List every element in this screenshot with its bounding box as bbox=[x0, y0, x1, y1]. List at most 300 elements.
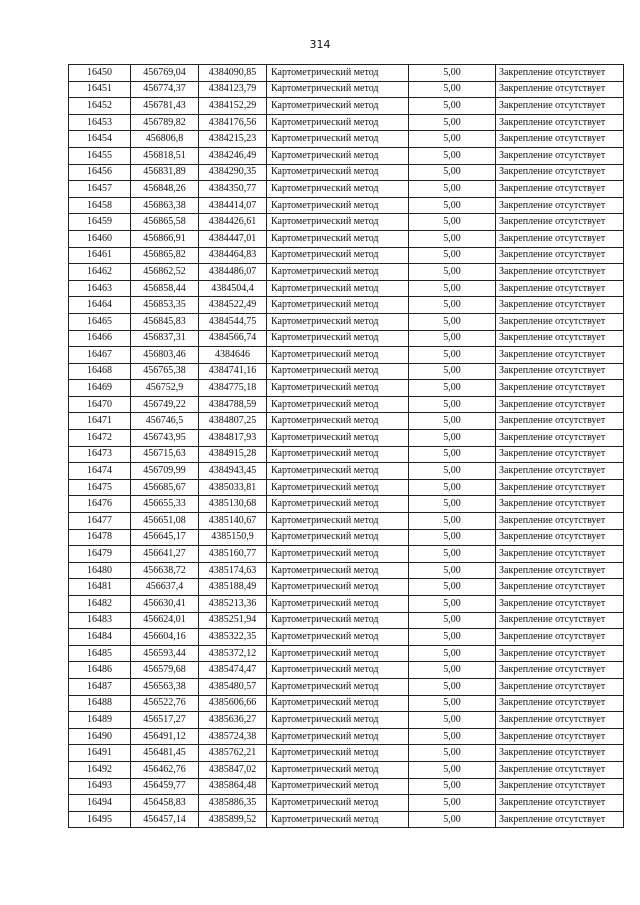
method-cell: Картометрический метод bbox=[267, 396, 409, 413]
point-number-cell: 16480 bbox=[69, 562, 131, 579]
table-row bbox=[69, 347, 624, 364]
method-cell: Картометрический метод bbox=[267, 596, 409, 613]
method-cell: Картометрический метод bbox=[267, 197, 409, 214]
x-coordinate-cell: 456845,83 bbox=[131, 313, 199, 330]
x-coordinate-cell: 456481,45 bbox=[131, 745, 199, 762]
fixation-cell: Закрепление отсутствует bbox=[496, 181, 624, 198]
y-coordinate-cell: 4384788,59 bbox=[199, 396, 267, 413]
table-row bbox=[69, 396, 624, 413]
table-row bbox=[69, 778, 624, 795]
y-coordinate-cell: 4384741,16 bbox=[199, 363, 267, 380]
x-coordinate-cell: 456624,01 bbox=[131, 612, 199, 629]
y-coordinate-cell: 4385474,47 bbox=[199, 662, 267, 679]
fixation-cell: Закрепление отсутствует bbox=[496, 313, 624, 330]
table-row bbox=[69, 629, 624, 646]
point-number-cell: 16493 bbox=[69, 778, 131, 795]
accuracy-cell: 5,00 bbox=[409, 811, 496, 828]
fixation-cell: Закрепление отсутствует bbox=[496, 247, 624, 264]
point-number-cell: 16488 bbox=[69, 695, 131, 712]
method-cell: Картометрический метод bbox=[267, 645, 409, 662]
x-coordinate-cell: 456630,41 bbox=[131, 596, 199, 613]
y-coordinate-cell: 4385864,48 bbox=[199, 778, 267, 795]
accuracy-cell: 5,00 bbox=[409, 347, 496, 364]
point-number-cell: 16472 bbox=[69, 430, 131, 447]
y-coordinate-cell: 4385130,68 bbox=[199, 496, 267, 513]
method-cell: Картометрический метод bbox=[267, 678, 409, 695]
method-cell: Картометрический метод bbox=[267, 280, 409, 297]
fixation-cell: Закрепление отсутствует bbox=[496, 695, 624, 712]
x-coordinate-cell: 456789,82 bbox=[131, 114, 199, 131]
y-coordinate-cell: 4385724,38 bbox=[199, 728, 267, 745]
method-cell: Картометрический метод bbox=[267, 81, 409, 98]
fixation-cell: Закрепление отсутствует bbox=[496, 795, 624, 812]
x-coordinate-cell: 456837,31 bbox=[131, 330, 199, 347]
x-coordinate-cell: 456866,91 bbox=[131, 230, 199, 247]
fixation-cell: Закрепление отсутствует bbox=[496, 396, 624, 413]
table-row bbox=[69, 380, 624, 397]
accuracy-cell: 5,00 bbox=[409, 297, 496, 314]
accuracy-cell: 5,00 bbox=[409, 529, 496, 546]
method-cell: Картометрический метод bbox=[267, 728, 409, 745]
method-cell: Картометрический метод bbox=[267, 446, 409, 463]
y-coordinate-cell: 4384464,83 bbox=[199, 247, 267, 264]
point-number-cell: 16476 bbox=[69, 496, 131, 513]
table-row bbox=[69, 761, 624, 778]
x-coordinate-cell: 456865,58 bbox=[131, 214, 199, 231]
accuracy-cell: 5,00 bbox=[409, 712, 496, 729]
table-row bbox=[69, 164, 624, 181]
table-row bbox=[69, 147, 624, 164]
x-coordinate-cell: 456863,38 bbox=[131, 197, 199, 214]
point-number-cell: 16479 bbox=[69, 546, 131, 563]
method-cell: Картометрический метод bbox=[267, 380, 409, 397]
fixation-cell: Закрепление отсутствует bbox=[496, 280, 624, 297]
table-row bbox=[69, 363, 624, 380]
x-coordinate-cell: 456522,76 bbox=[131, 695, 199, 712]
x-coordinate-cell: 456774,37 bbox=[131, 81, 199, 98]
fixation-cell: Закрепление отсутствует bbox=[496, 761, 624, 778]
accuracy-cell: 5,00 bbox=[409, 81, 496, 98]
table-row bbox=[69, 645, 624, 662]
accuracy-cell: 5,00 bbox=[409, 662, 496, 679]
point-number-cell: 16457 bbox=[69, 181, 131, 198]
accuracy-cell: 5,00 bbox=[409, 396, 496, 413]
accuracy-cell: 5,00 bbox=[409, 695, 496, 712]
table-row bbox=[69, 430, 624, 447]
point-number-cell: 16486 bbox=[69, 662, 131, 679]
y-coordinate-cell: 4385251,94 bbox=[199, 612, 267, 629]
table-row bbox=[69, 529, 624, 546]
method-cell: Картометрический метод bbox=[267, 147, 409, 164]
point-number-cell: 16461 bbox=[69, 247, 131, 264]
x-coordinate-cell: 456638,72 bbox=[131, 562, 199, 579]
y-coordinate-cell: 4385899,52 bbox=[199, 811, 267, 828]
point-number-cell: 16492 bbox=[69, 761, 131, 778]
table-row bbox=[69, 297, 624, 314]
method-cell: Картометрический метод bbox=[267, 313, 409, 330]
accuracy-cell: 5,00 bbox=[409, 164, 496, 181]
x-coordinate-cell: 456853,35 bbox=[131, 297, 199, 314]
point-number-cell: 16478 bbox=[69, 529, 131, 546]
method-cell: Картометрический метод bbox=[267, 695, 409, 712]
point-number-cell: 16451 bbox=[69, 81, 131, 98]
coordinates-table bbox=[68, 64, 624, 828]
point-number-cell: 16458 bbox=[69, 197, 131, 214]
method-cell: Картометрический метод bbox=[267, 65, 409, 82]
point-number-cell: 16460 bbox=[69, 230, 131, 247]
method-cell: Картометрический метод bbox=[267, 629, 409, 646]
table-row bbox=[69, 114, 624, 131]
coordinates-table-body bbox=[69, 65, 624, 828]
x-coordinate-cell: 456803,46 bbox=[131, 347, 199, 364]
table-row bbox=[69, 496, 624, 513]
accuracy-cell: 5,00 bbox=[409, 463, 496, 480]
point-number-cell: 16487 bbox=[69, 678, 131, 695]
fixation-cell: Закрепление отсутствует bbox=[496, 65, 624, 82]
table-row bbox=[69, 662, 624, 679]
table-row bbox=[69, 678, 624, 695]
fixation-cell: Закрепление отсутствует bbox=[496, 230, 624, 247]
point-number-cell: 16473 bbox=[69, 446, 131, 463]
y-coordinate-cell: 4384943,45 bbox=[199, 463, 267, 480]
y-coordinate-cell: 4385160,77 bbox=[199, 546, 267, 563]
fixation-cell: Закрепление отсутствует bbox=[496, 529, 624, 546]
table-row bbox=[69, 579, 624, 596]
table-row bbox=[69, 247, 624, 264]
x-coordinate-cell: 456462,76 bbox=[131, 761, 199, 778]
y-coordinate-cell: 4384646 bbox=[199, 347, 267, 364]
table-row bbox=[69, 81, 624, 98]
method-cell: Картометрический метод bbox=[267, 612, 409, 629]
accuracy-cell: 5,00 bbox=[409, 114, 496, 131]
table-row bbox=[69, 413, 624, 430]
accuracy-cell: 5,00 bbox=[409, 612, 496, 629]
y-coordinate-cell: 4384290,35 bbox=[199, 164, 267, 181]
method-cell: Картометрический метод bbox=[267, 264, 409, 281]
method-cell: Картометрический метод bbox=[267, 496, 409, 513]
page-number: 314 bbox=[309, 38, 331, 51]
point-number-cell: 16483 bbox=[69, 612, 131, 629]
point-number-cell: 16491 bbox=[69, 745, 131, 762]
accuracy-cell: 5,00 bbox=[409, 380, 496, 397]
y-coordinate-cell: 4385150,9 bbox=[199, 529, 267, 546]
y-coordinate-cell: 4385174,63 bbox=[199, 562, 267, 579]
fixation-cell: Закрепление отсутствует bbox=[496, 546, 624, 563]
accuracy-cell: 5,00 bbox=[409, 629, 496, 646]
accuracy-cell: 5,00 bbox=[409, 264, 496, 281]
fixation-cell: Закрепление отсутствует bbox=[496, 745, 624, 762]
x-coordinate-cell: 456865,82 bbox=[131, 247, 199, 264]
accuracy-cell: 5,00 bbox=[409, 230, 496, 247]
accuracy-cell: 5,00 bbox=[409, 446, 496, 463]
y-coordinate-cell: 4385372,12 bbox=[199, 645, 267, 662]
accuracy-cell: 5,00 bbox=[409, 197, 496, 214]
accuracy-cell: 5,00 bbox=[409, 596, 496, 613]
point-number-cell: 16489 bbox=[69, 712, 131, 729]
fixation-cell: Закрепление отсутствует bbox=[496, 164, 624, 181]
point-number-cell: 16494 bbox=[69, 795, 131, 812]
method-cell: Картометрический метод bbox=[267, 546, 409, 563]
fixation-cell: Закрепление отсутствует bbox=[496, 496, 624, 513]
point-number-cell: 16466 bbox=[69, 330, 131, 347]
y-coordinate-cell: 4384246,49 bbox=[199, 147, 267, 164]
accuracy-cell: 5,00 bbox=[409, 562, 496, 579]
method-cell: Картометрический метод bbox=[267, 330, 409, 347]
x-coordinate-cell: 456862,52 bbox=[131, 264, 199, 281]
method-cell: Картометрический метод bbox=[267, 712, 409, 729]
accuracy-cell: 5,00 bbox=[409, 330, 496, 347]
method-cell: Картометрический метод bbox=[267, 114, 409, 131]
y-coordinate-cell: 4384807,25 bbox=[199, 413, 267, 430]
accuracy-cell: 5,00 bbox=[409, 65, 496, 82]
fixation-cell: Закрепление отсутствует bbox=[496, 612, 624, 629]
point-number-cell: 16469 bbox=[69, 380, 131, 397]
fixation-cell: Закрепление отсутствует bbox=[496, 778, 624, 795]
method-cell: Картометрический метод bbox=[267, 363, 409, 380]
fixation-cell: Закрепление отсутствует bbox=[496, 264, 624, 281]
point-number-cell: 16475 bbox=[69, 479, 131, 496]
point-number-cell: 16464 bbox=[69, 297, 131, 314]
table-row bbox=[69, 65, 624, 82]
table-row bbox=[69, 712, 624, 729]
table-row bbox=[69, 264, 624, 281]
accuracy-cell: 5,00 bbox=[409, 214, 496, 231]
table-row bbox=[69, 612, 624, 629]
y-coordinate-cell: 4385606,66 bbox=[199, 695, 267, 712]
table-row bbox=[69, 728, 624, 745]
fixation-cell: Закрепление отсутствует bbox=[496, 430, 624, 447]
y-coordinate-cell: 4384414,07 bbox=[199, 197, 267, 214]
y-coordinate-cell: 4384544,75 bbox=[199, 313, 267, 330]
accuracy-cell: 5,00 bbox=[409, 745, 496, 762]
method-cell: Картометрический метод bbox=[267, 745, 409, 762]
method-cell: Картометрический метод bbox=[267, 795, 409, 812]
x-coordinate-cell: 456848,26 bbox=[131, 181, 199, 198]
x-coordinate-cell: 456604,16 bbox=[131, 629, 199, 646]
y-coordinate-cell: 4384350,77 bbox=[199, 181, 267, 198]
method-cell: Картометрический метод bbox=[267, 164, 409, 181]
accuracy-cell: 5,00 bbox=[409, 280, 496, 297]
accuracy-cell: 5,00 bbox=[409, 313, 496, 330]
point-number-cell: 16495 bbox=[69, 811, 131, 828]
table-row bbox=[69, 230, 624, 247]
fixation-cell: Закрепление отсутствует bbox=[496, 712, 624, 729]
method-cell: Картометрический метод bbox=[267, 662, 409, 679]
method-cell: Картометрический метод bbox=[267, 98, 409, 115]
fixation-cell: Закрепление отсутствует bbox=[496, 98, 624, 115]
accuracy-cell: 5,00 bbox=[409, 546, 496, 563]
table-row bbox=[69, 596, 624, 613]
method-cell: Картометрический метод bbox=[267, 463, 409, 480]
fixation-cell: Закрепление отсутствует bbox=[496, 645, 624, 662]
fixation-cell: Закрепление отсутствует bbox=[496, 214, 624, 231]
point-number-cell: 16463 bbox=[69, 280, 131, 297]
accuracy-cell: 5,00 bbox=[409, 181, 496, 198]
fixation-cell: Закрепление отсутствует bbox=[496, 330, 624, 347]
table-row bbox=[69, 446, 624, 463]
table-row bbox=[69, 562, 624, 579]
point-number-cell: 16453 bbox=[69, 114, 131, 131]
table-row bbox=[69, 214, 624, 231]
x-coordinate-cell: 456765,38 bbox=[131, 363, 199, 380]
y-coordinate-cell: 4384504,4 bbox=[199, 280, 267, 297]
point-number-cell: 16455 bbox=[69, 147, 131, 164]
accuracy-cell: 5,00 bbox=[409, 496, 496, 513]
table-row bbox=[69, 280, 624, 297]
table-row bbox=[69, 463, 624, 480]
point-number-cell: 16481 bbox=[69, 579, 131, 596]
accuracy-cell: 5,00 bbox=[409, 728, 496, 745]
x-coordinate-cell: 456637,4 bbox=[131, 579, 199, 596]
fixation-cell: Закрепление отсутствует bbox=[496, 479, 624, 496]
y-coordinate-cell: 4384176,56 bbox=[199, 114, 267, 131]
table-row bbox=[69, 330, 624, 347]
table-row bbox=[69, 181, 624, 198]
y-coordinate-cell: 4385847,02 bbox=[199, 761, 267, 778]
point-number-cell: 16465 bbox=[69, 313, 131, 330]
x-coordinate-cell: 456781,43 bbox=[131, 98, 199, 115]
method-cell: Картометрический метод bbox=[267, 413, 409, 430]
fixation-cell: Закрепление отсутствует bbox=[496, 562, 624, 579]
y-coordinate-cell: 4384915,28 bbox=[199, 446, 267, 463]
x-coordinate-cell: 456752,9 bbox=[131, 380, 199, 397]
x-coordinate-cell: 456858,44 bbox=[131, 280, 199, 297]
x-coordinate-cell: 456743,95 bbox=[131, 430, 199, 447]
point-number-cell: 16484 bbox=[69, 629, 131, 646]
x-coordinate-cell: 456746,5 bbox=[131, 413, 199, 430]
accuracy-cell: 5,00 bbox=[409, 678, 496, 695]
point-number-cell: 16474 bbox=[69, 463, 131, 480]
x-coordinate-cell: 456806,8 bbox=[131, 131, 199, 148]
fixation-cell: Закрепление отсутствует bbox=[496, 413, 624, 430]
table-row bbox=[69, 795, 624, 812]
point-number-cell: 16467 bbox=[69, 347, 131, 364]
x-coordinate-cell: 456641,27 bbox=[131, 546, 199, 563]
accuracy-cell: 5,00 bbox=[409, 778, 496, 795]
fixation-cell: Закрепление отсутствует bbox=[496, 463, 624, 480]
y-coordinate-cell: 4384775,18 bbox=[199, 380, 267, 397]
x-coordinate-cell: 456749,22 bbox=[131, 396, 199, 413]
x-coordinate-cell: 456593,44 bbox=[131, 645, 199, 662]
fixation-cell: Закрепление отсутствует bbox=[496, 147, 624, 164]
x-coordinate-cell: 456818,51 bbox=[131, 147, 199, 164]
method-cell: Картометрический метод bbox=[267, 562, 409, 579]
y-coordinate-cell: 4385322,35 bbox=[199, 629, 267, 646]
y-coordinate-cell: 4384486,07 bbox=[199, 264, 267, 281]
x-coordinate-cell: 456769,04 bbox=[131, 65, 199, 82]
y-coordinate-cell: 4384426,61 bbox=[199, 214, 267, 231]
point-number-cell: 16490 bbox=[69, 728, 131, 745]
y-coordinate-cell: 4385886,35 bbox=[199, 795, 267, 812]
x-coordinate-cell: 456457,14 bbox=[131, 811, 199, 828]
fixation-cell: Закрепление отсутствует bbox=[496, 579, 624, 596]
accuracy-cell: 5,00 bbox=[409, 98, 496, 115]
method-cell: Картометрический метод bbox=[267, 778, 409, 795]
x-coordinate-cell: 456491,12 bbox=[131, 728, 199, 745]
fixation-cell: Закрепление отсутствует bbox=[496, 380, 624, 397]
x-coordinate-cell: 456709,99 bbox=[131, 463, 199, 480]
point-number-cell: 16450 bbox=[69, 65, 131, 82]
method-cell: Картометрический метод bbox=[267, 347, 409, 364]
y-coordinate-cell: 4385140,67 bbox=[199, 513, 267, 530]
table-row bbox=[69, 811, 624, 828]
method-cell: Картометрический метод bbox=[267, 247, 409, 264]
accuracy-cell: 5,00 bbox=[409, 430, 496, 447]
x-coordinate-cell: 456459,77 bbox=[131, 778, 199, 795]
y-coordinate-cell: 4385762,21 bbox=[199, 745, 267, 762]
y-coordinate-cell: 4384522,49 bbox=[199, 297, 267, 314]
point-number-cell: 16471 bbox=[69, 413, 131, 430]
y-coordinate-cell: 4385188,49 bbox=[199, 579, 267, 596]
point-number-cell: 16454 bbox=[69, 131, 131, 148]
table-row bbox=[69, 131, 624, 148]
x-coordinate-cell: 456651,08 bbox=[131, 513, 199, 530]
table-row bbox=[69, 197, 624, 214]
method-cell: Картометрический метод bbox=[267, 131, 409, 148]
method-cell: Картометрический метод bbox=[267, 430, 409, 447]
method-cell: Картометрический метод bbox=[267, 214, 409, 231]
x-coordinate-cell: 456685,67 bbox=[131, 479, 199, 496]
method-cell: Картометрический метод bbox=[267, 529, 409, 546]
method-cell: Картометрический метод bbox=[267, 579, 409, 596]
table-row bbox=[69, 98, 624, 115]
accuracy-cell: 5,00 bbox=[409, 645, 496, 662]
accuracy-cell: 5,00 bbox=[409, 795, 496, 812]
method-cell: Картометрический метод bbox=[267, 230, 409, 247]
accuracy-cell: 5,00 bbox=[409, 147, 496, 164]
point-number-cell: 16459 bbox=[69, 214, 131, 231]
point-number-cell: 16470 bbox=[69, 396, 131, 413]
fixation-cell: Закрепление отсутствует bbox=[496, 662, 624, 679]
fixation-cell: Закрепление отсутствует bbox=[496, 446, 624, 463]
y-coordinate-cell: 4385636,27 bbox=[199, 712, 267, 729]
point-number-cell: 16452 bbox=[69, 98, 131, 115]
fixation-cell: Закрепление отсутствует bbox=[496, 363, 624, 380]
fixation-cell: Закрепление отсутствует bbox=[496, 197, 624, 214]
accuracy-cell: 5,00 bbox=[409, 513, 496, 530]
y-coordinate-cell: 4384123,79 bbox=[199, 81, 267, 98]
table-row bbox=[69, 479, 624, 496]
fixation-cell: Закрепление отсутствует bbox=[496, 297, 624, 314]
x-coordinate-cell: 456517,27 bbox=[131, 712, 199, 729]
fixation-cell: Закрепление отсутствует bbox=[496, 513, 624, 530]
y-coordinate-cell: 4384447,01 bbox=[199, 230, 267, 247]
accuracy-cell: 5,00 bbox=[409, 131, 496, 148]
point-number-cell: 16468 bbox=[69, 363, 131, 380]
accuracy-cell: 5,00 bbox=[409, 761, 496, 778]
accuracy-cell: 5,00 bbox=[409, 413, 496, 430]
y-coordinate-cell: 4384215,23 bbox=[199, 131, 267, 148]
method-cell: Картометрический метод bbox=[267, 761, 409, 778]
fixation-cell: Закрепление отсутствует bbox=[496, 596, 624, 613]
y-coordinate-cell: 4385033,81 bbox=[199, 479, 267, 496]
y-coordinate-cell: 4384566,74 bbox=[199, 330, 267, 347]
x-coordinate-cell: 456645,17 bbox=[131, 529, 199, 546]
accuracy-cell: 5,00 bbox=[409, 579, 496, 596]
method-cell: Картометрический метод bbox=[267, 513, 409, 530]
point-number-cell: 16462 bbox=[69, 264, 131, 281]
x-coordinate-cell: 456715,63 bbox=[131, 446, 199, 463]
point-number-cell: 16456 bbox=[69, 164, 131, 181]
fixation-cell: Закрепление отсутствует bbox=[496, 114, 624, 131]
fixation-cell: Закрепление отсутствует bbox=[496, 728, 624, 745]
x-coordinate-cell: 456563,38 bbox=[131, 678, 199, 695]
point-number-cell: 16485 bbox=[69, 645, 131, 662]
fixation-cell: Закрепление отсутствует bbox=[496, 81, 624, 98]
fixation-cell: Закрепление отсутствует bbox=[496, 629, 624, 646]
method-cell: Картометрический метод bbox=[267, 479, 409, 496]
fixation-cell: Закрепление отсутствует bbox=[496, 347, 624, 364]
